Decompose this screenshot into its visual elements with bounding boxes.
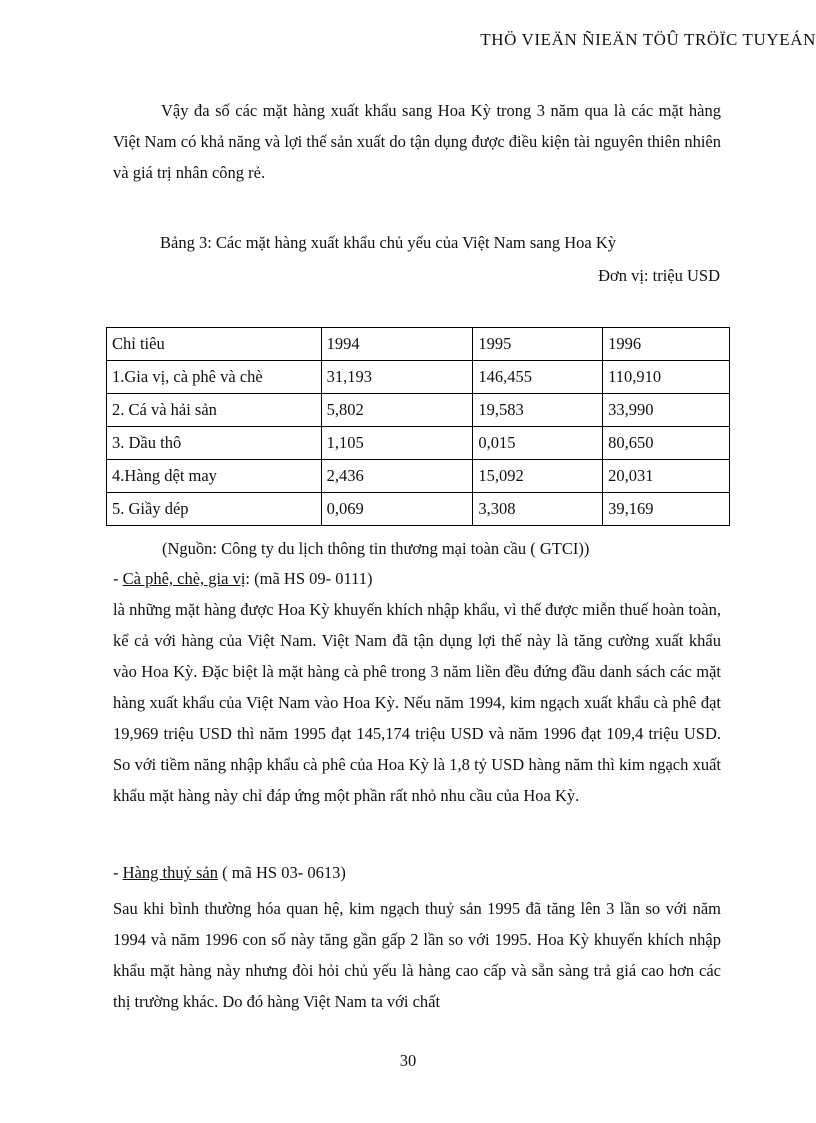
table-cell: 110,910 — [603, 361, 730, 394]
coffee-code: : (mã HS 09- 0111) — [245, 569, 373, 588]
header-cell: 1995 — [473, 328, 603, 361]
table-cell: 3,308 — [473, 493, 603, 526]
table-cell: 1,105 — [321, 427, 473, 460]
export-table — [106, 327, 730, 526]
table-cell: 2,436 — [321, 460, 473, 493]
table-caption: Bảng 3: Các mặt hàng xuất khẩu chủ yếu của Việt Nam sang Hoa Kỳ — [160, 233, 616, 252]
table-source: (Nguồn: Công ty du lịch thông tin thương mại toàn cầu ( GTCI)) — [162, 539, 590, 558]
bullet-dash: - — [113, 863, 123, 882]
header-cell: 1996 — [603, 328, 730, 361]
table-row — [107, 427, 730, 460]
table-cell: 33,990 — [603, 394, 730, 427]
table-cell: 4.Hàng dệt may — [107, 460, 322, 493]
table-cell: 2. Cá và hải sản — [107, 394, 322, 427]
table-row — [107, 394, 730, 427]
header-cell: 1994 — [321, 328, 473, 361]
seafood-heading — [113, 862, 346, 884]
table-unit: Đơn vị: triệu USD — [598, 266, 720, 285]
table-cell: 5,802 — [321, 394, 473, 427]
header-cell: Chỉ tiêu — [107, 328, 322, 361]
table-cell: 15,092 — [473, 460, 603, 493]
table-cell: 3. Dầu thô — [107, 427, 322, 460]
bullet-dash: - — [113, 569, 123, 588]
table-cell: 1.Gia vị, cà phê và chè — [107, 361, 322, 394]
table-cell: 80,650 — [603, 427, 730, 460]
coffee-paragraph: là những mặt hàng được Hoa Kỳ khuyến khích nhập khẩu, vì thế được miễn thuế hoàn toàn, kể cả với hàng của Việt Nam. Việt Nam đã tận dụng lợi thế này là tăng cường xuất khẩu vào Hoa Kỳ. Đặc biệt là mặt hàng cà phê trong 3 năm liền đều đứng đầu danh sách các mặt hàng xuất khẩu của Việt Nam vào Hoa Kỳ. Nếu năm 1994, kim ngạch xuất khẩu cà phê đạt 19,969 triệu USD thì năm 1995 đạt 145,174 triệu USD và năm 1996 đạt 109,4 triệu USD. So với tiềm năng nhập khẩu cà phê của Hoa Kỳ là 1,8 tỷ USD hàng năm thì kim ngạch xuất khẩu mặt hàng này chỉ đáp ứng một phần rất nhỏ nhu cầu của Hoa Kỳ. — [113, 600, 721, 805]
page-header-title: THÖ VIEÄN ÑIEÄN TÖÛ TRÖÏC TUYEÁN — [480, 30, 816, 49]
table-cell: 0,069 — [321, 493, 473, 526]
table-cell: 146,455 — [473, 361, 603, 394]
table-cell: 5. Giầy dép — [107, 493, 322, 526]
coffee-heading — [113, 568, 373, 590]
coffee-label: Cà phê, chè, gia vị — [122, 569, 246, 588]
table-header-row — [107, 328, 730, 361]
seafood-code: ( mã HS 03- 0613) — [217, 863, 346, 882]
table-cell: 31,193 — [321, 361, 473, 394]
page-number: 30 — [399, 1051, 417, 1070]
table-row — [107, 493, 730, 526]
intro-paragraph: Vậy đa số các mặt hàng xuất khẩu sang Hoa Kỳ trong 3 năm qua là các mặt hàng Việt Nam có khả năng và lợi thế sản xuất do tận dụng được điều kiện tài nguyên thiên nhiên và giá trị nhân công rẻ. — [113, 101, 721, 182]
table-cell: 19,583 — [473, 394, 603, 427]
table-row — [107, 460, 730, 493]
table-cell: 39,169 — [603, 493, 730, 526]
table-row — [107, 361, 730, 394]
seafood-label: Hàng thuỷ sản — [122, 863, 218, 882]
seafood-paragraph: Sau khi bình thường hóa quan hệ, kim ngạch thuỷ sản 1995 đã tăng lên 3 lần so với năm 1994 và năm 1996 con số này tăng gần gấp 2 lần so với 1995. Hoa Kỳ khuyến khích nhập khẩu mặt hàng này nhưng đòi hỏi chủ yếu là hàng cao cấp và sẵn sàng trả giá cao hơn các thị trường khác. Do đó hàng Việt Nam ta với chất — [113, 899, 721, 1011]
table-cell: 20,031 — [603, 460, 730, 493]
table-cell: 0,015 — [473, 427, 603, 460]
